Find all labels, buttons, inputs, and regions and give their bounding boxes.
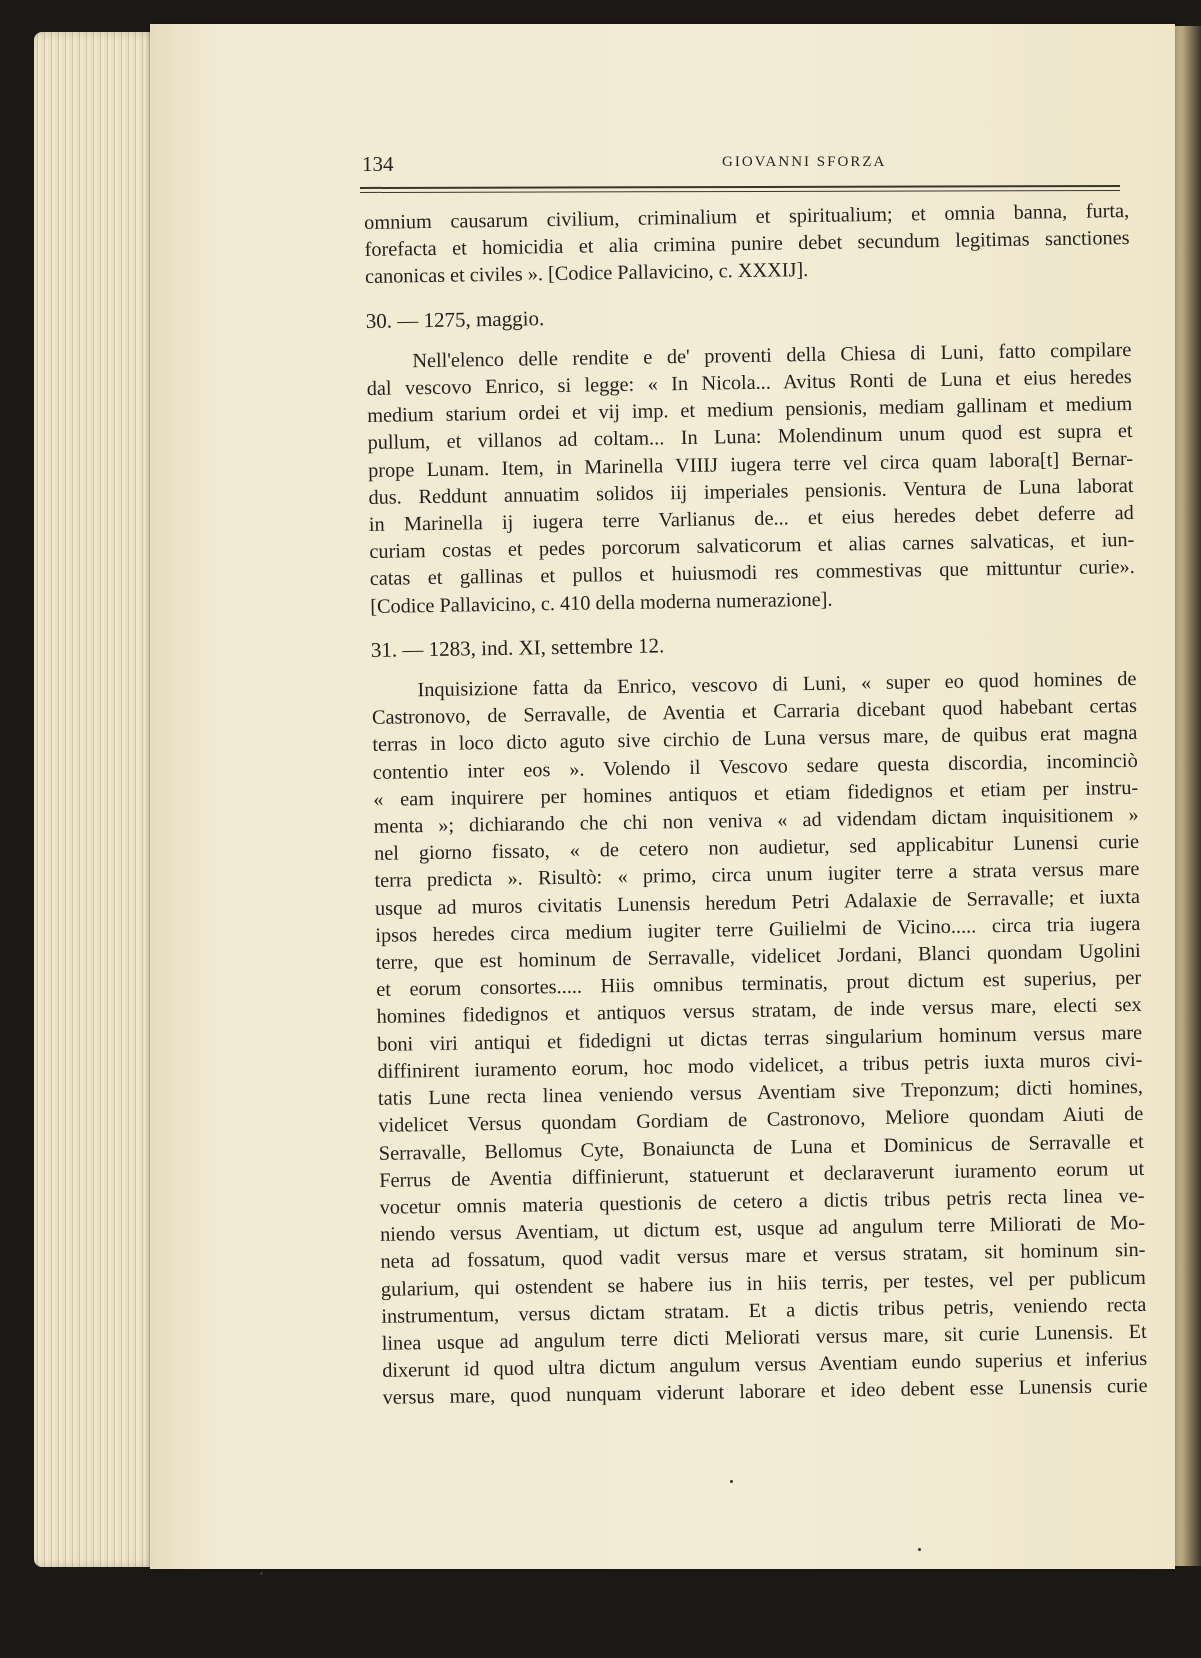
text-line: tatis Lune recta linea veniendo versus Aventiam sive Treponzum; dicti homines, [377, 1075, 1144, 1110]
text-line: canonicas et civiles ». [Codice Pallavicino, c. XXXIJ]. [364, 259, 809, 289]
text-line: [Codice Pallavicino, c. 410 della moderna numerazione]. [370, 588, 833, 618]
text-line: niendo versus Aventiam, ut dictum est, usque ad angulum terre Miliorati de Mo- [379, 1211, 1146, 1246]
text-line: medium starium ordei et vij imp. et medium pensionis, mediam gallinam et medium [367, 393, 1133, 428]
text-line: dus. Reddunt annuatim solidos iij imperiales pensionis. Ventura de Luna laborat [368, 474, 1134, 509]
entry-heading: 31. — 1283, ind. XI, settembre 12. [370, 633, 665, 662]
text-line: forefacta et homicidia et alia crimina punire debet secundum legitimas sanctiones [364, 227, 1130, 262]
text-line: curiam costas et pedes porcorum salvaticorum et alias carnes salvaticas, et iun- [369, 529, 1135, 564]
text-line: Ferrus de Aventia diffinierunt, statuerunt et declaraverunt iuramento eorum ut [379, 1157, 1145, 1192]
text-line: pullum, et villanos ad coltam... In Luna: Molendinum unum quod est supra et [367, 420, 1133, 455]
print-speck [260, 1572, 263, 1575]
text-line: neta ad fossatum, quod vadit versus mare et versus stratam, sit hominum sin- [380, 1239, 1146, 1274]
page-body [364, 198, 1148, 1412]
text-line: nel giorno fissato, « de cetero non audietur, sed applicabitur Lunensi curie [373, 831, 1140, 866]
text-line: instrumentum, versus dictam stratam. Et a dictis tribus petris, veniendo recta [381, 1293, 1147, 1328]
text-line: boni viri antiqui et fidedigni ut dictas terras singularium hominum versus mare [376, 1021, 1143, 1056]
text-line: Inquisizione fatta da Enrico, vescovo di Luni, « super eo quod homines de [417, 667, 1137, 702]
text-line: omnium causarum civilium, criminalium et spiritualium; et omnia banna, furta, [364, 199, 1130, 234]
text-line: homines fidedignos et antiquos versus stratam, de inde versus mare, electi sex [376, 994, 1142, 1029]
entry-31-text [371, 666, 1147, 1412]
book-page-edges [34, 32, 164, 1567]
text-line: terras in loco dicto aguto sive circhio de Luna versus mare, de quibus erat magna [372, 722, 1138, 757]
page-number: 134 [362, 152, 394, 176]
running-title: GIOVANNI SFORZA [722, 154, 887, 170]
text-line: Serravalle, Bellomus Cyte, Bonaiuncta de Luna et Dominicus de Serravalle et [378, 1130, 1144, 1165]
entry-heading: 30. — 1275, maggio. [365, 305, 545, 333]
text-line: Castronovo, de Serravalle, de Aventia et Carraria dicebant quod habebant certas [371, 695, 1138, 730]
text-line: prope Lunam. Item, in Marinella VIIIJ iugera terre vel circa quam labora[t] Bernar- [367, 447, 1134, 482]
page-header [210, 150, 1120, 190]
text-line: versus mare, quod nunquam viderunt laborare et ideo debent esse Lunensis curie [382, 1375, 1148, 1410]
text-line: diffinirent iuramento eorum, hoc modo videlicet, a tribus petris iuxta muros civi- [377, 1048, 1143, 1083]
print-speck [918, 1548, 921, 1551]
text-line: Nell'elenco delle rendite e de' proventi della Chiesa di Luni, fatto compilare [412, 338, 1132, 373]
text-line: gularium, qui ostendent se habere ius in hiis terris, per testes, vel per publicum [380, 1266, 1147, 1301]
text-line: videlicet Versus quondam Gordiam de Castronovo, Meliore quondam Aiuti de [378, 1103, 1144, 1138]
text-line: terre, que est hominum de Serravalle, videlicet Jordani, Blanci quondam Ugolini [375, 939, 1141, 974]
text-line: « eam inquirere per homines antiquos et etiam fidedignos et etiam per instru- [373, 776, 1139, 811]
entry-30-text [366, 337, 1135, 621]
intro-paragraph [364, 198, 1130, 292]
text-line: linea usque ad angulum terre dicti Meliorati versus mare, sit curie Lunensis. Et [381, 1320, 1147, 1355]
text-line: et eorum consortes..... Hiis omnibus terminatis, prout dictum est superius, per [376, 967, 1142, 1002]
text-line: dixerunt id quod ultra dictum angulum versus Aventiam eundo superius et inferius [382, 1347, 1148, 1382]
text-line: dal vescovo Enrico, si legge: « In Nicola... Avitus Ronti de Luna et eius heredes [366, 365, 1132, 400]
text-line: vocetur omnis materia questionis de cetero a dictis tribus petris recta linea ve- [379, 1184, 1145, 1219]
text-line: ipsos heredes circa medium iugiter terre Guilielmi de Vicino..... circa tria iugera [375, 912, 1141, 947]
text-line: usque ad muros civitatis Lunensis heredum Petri Adalaxie de Serravalle; et iuxta [374, 885, 1141, 920]
text-line: terra predicta ». Risultò: « primo, circa unum iugiter terre a strata versus mare [374, 858, 1140, 893]
text-line: contentio inter eos ». Volendo il Vescovo sedare questa discordia, incominciò [372, 749, 1138, 784]
text-line: catas et gallinas et pullos et huiusmodi res commestivas que mittuntur curie». [369, 556, 1135, 591]
text-line: in Marinella ij iugera terre Varlianus de... et eius heredes debet deferre ad [368, 501, 1135, 536]
print-speck [730, 1480, 733, 1483]
text-line: menta »; dichiarando che chi non veniva « ad videndam dictam inquisitionem » [373, 803, 1139, 838]
